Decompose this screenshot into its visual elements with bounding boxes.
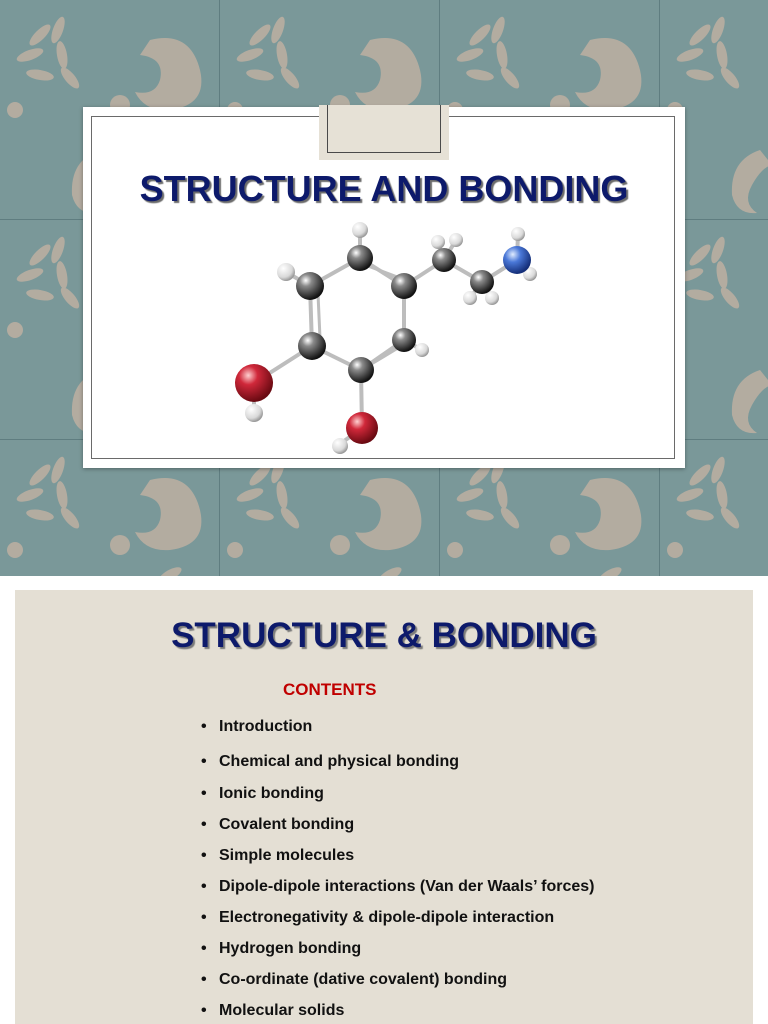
list-item-label: Dipole-dipole interactions (Van der Waals’ forces) [219, 878, 595, 895]
list-item-label: Covalent bonding [219, 816, 355, 833]
list-item [201, 745, 595, 781]
contents-list [201, 714, 595, 1024]
slide-title: STRUCTURE AND BONDING [139, 168, 629, 209]
bullet-icon: • [201, 816, 207, 833]
list-item-label: Chemical and physical bonding [219, 753, 460, 770]
list-item-label: Hydrogen bonding [219, 940, 362, 957]
bullet-icon: • [201, 1002, 207, 1019]
bullet-icon: • [201, 878, 207, 895]
list-item [201, 905, 595, 936]
list-item [201, 936, 595, 967]
list-item [201, 874, 595, 905]
list-item-label: Introduction [219, 718, 313, 735]
title-tab-decoration [319, 105, 449, 160]
list-item-label: Ionic bonding [219, 785, 324, 802]
list-item [201, 843, 595, 874]
list-item-label: Simple molecules [219, 847, 355, 864]
list-item-label: Co-ordinate (dative covalent) bonding [219, 971, 508, 988]
list-item [201, 714, 595, 745]
bullet-icon: • [201, 785, 207, 802]
bullet-icon: • [201, 753, 207, 770]
molecule-illustration [222, 218, 552, 463]
list-item [201, 812, 595, 843]
contents-slide [15, 590, 753, 1024]
list-item-label: Molecular solids [219, 1002, 345, 1019]
bullet-icon: • [201, 909, 207, 926]
bullet-icon: • [201, 718, 207, 735]
bullet-icon: • [201, 971, 207, 988]
list-item [201, 967, 595, 998]
contents-heading: CONTENTS [283, 680, 377, 699]
bullet-icon: • [201, 847, 207, 864]
list-item-label: Electronegativity & dipole-dipole interaction [219, 909, 555, 926]
bullet-icon: • [201, 940, 207, 957]
list-item [201, 781, 595, 812]
contents-slide-title: STRUCTURE & BONDING [171, 616, 597, 655]
list-item [201, 998, 595, 1024]
